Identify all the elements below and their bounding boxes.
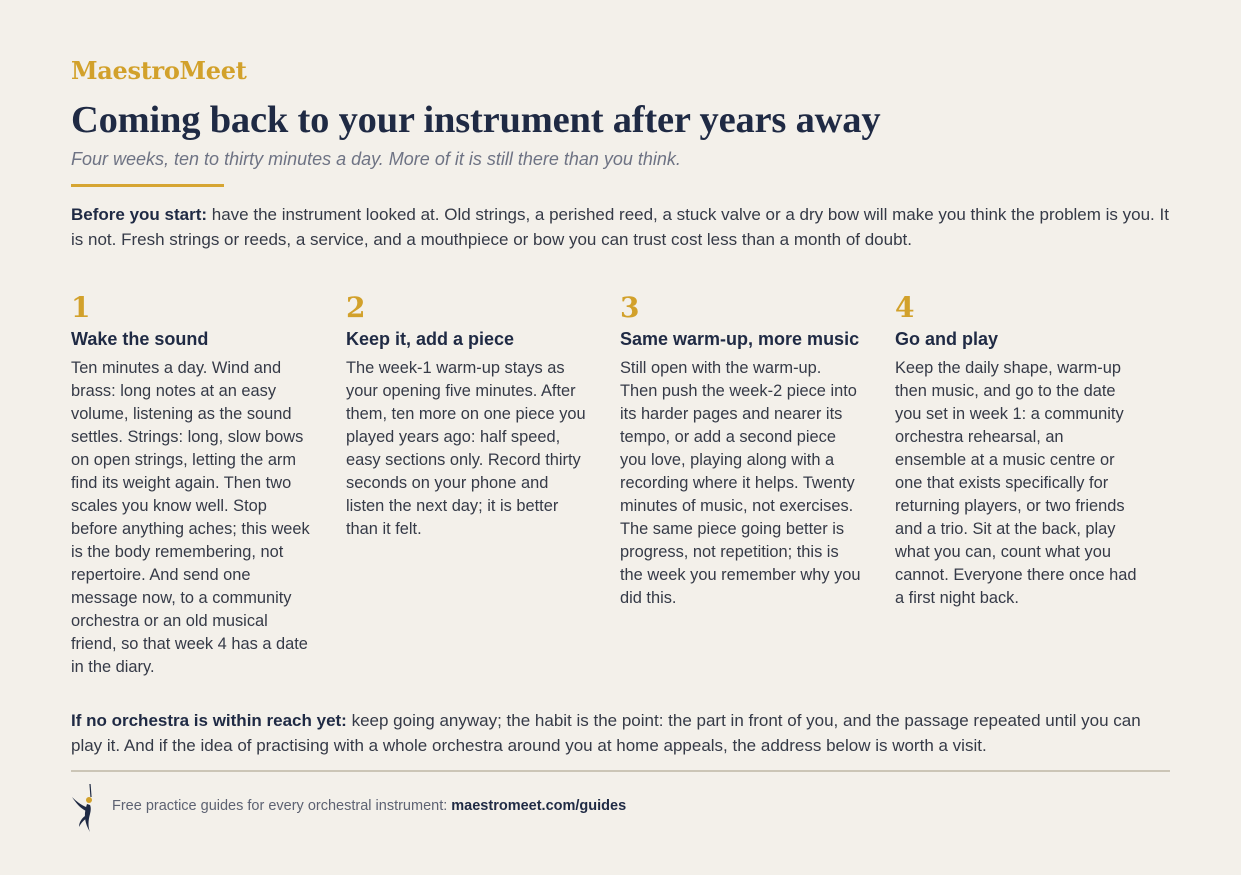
step-week-2 — [346, 290, 588, 541]
step-body: The week-1 warm-up stays as your opening five minutes. After them, ten more on one piece you played years ago: half speed, easy sections only. Record thirty seconds on your phone and listen the next day; it is better than it felt. — [346, 359, 586, 538]
intro-text: have the instrument looked at. Old strings, a perished reed, a stuck valve or a dry bow will make you think the problem is you. It is not. Fresh strings or reeds, a service, and a mouthpiece or bow you can trust cost less than a month of doubt. — [71, 205, 1169, 249]
intro-paragraph — [71, 202, 1170, 252]
guides-link[interactable]: maestromeet.com/guides — [451, 798, 627, 814]
step-number: 3 — [620, 291, 640, 324]
step-number: 1 — [71, 291, 91, 324]
step-week-1 — [71, 290, 313, 679]
guide-page — [71, 0, 1170, 875]
step-week-4 — [895, 290, 1137, 610]
accent-rule — [71, 184, 224, 187]
step-number: 2 — [346, 291, 366, 324]
step-week-3 — [620, 290, 862, 610]
step-body: Keep the daily shape, warm-up then music, and go to the date you set in week 1: a community orchestra rehearsal, an ensemble at a music centre or one that exists specifically for returning players, or two friends and a trio. Sit at the back, play what you can, count what you cannot. Everyone there once had a first night back. — [895, 359, 1137, 607]
step-number: 4 — [895, 291, 915, 324]
step-body: Still open with the warm-up. Then push the week-2 piece into its harder pages and nearer its tempo, or add a second piece you love, playing along with a recording where it helps. Twenty minutes of music, not exercises. The same piece going better is progress, not repetition; this is the week you remember why you did this. — [620, 359, 861, 607]
step-title: Same warm-up, more music — [620, 329, 860, 349]
step-title: Wake the sound — [71, 329, 209, 349]
note-lead: If no orchestra is within reach yet: — [71, 711, 347, 730]
page-title: Coming back to your instrument after years away — [71, 99, 881, 141]
step-title: Keep it, add a piece — [346, 329, 515, 349]
footer-divider — [71, 770, 1170, 772]
intro-lead: Before you start: — [71, 205, 208, 224]
brand-name: MaestroMeet — [71, 56, 247, 85]
step-body: Ten minutes a day. Wind and brass: long notes at an easy volume, listening as the sound settles. Strings: long, slow bows on open strings, letting the arm find its weight again. Then two scales you know well. Stop before anything aches; this week is the body remembering, not repertoire. And send one message now, to a community orchestra or an old musical friend, so that week 4 has a date in the diary. — [71, 359, 310, 676]
step-title: Go and play — [895, 329, 999, 349]
page-subtitle: Four weeks, ten to thirty minutes a day. More of it is still there than you think. — [71, 149, 681, 169]
footer-text — [112, 798, 626, 814]
footer-caption: Free practice guides for every orchestral instrument: — [112, 798, 452, 814]
conductor-figure-icon — [71, 783, 97, 833]
closing-note — [71, 708, 1170, 758]
note-text: keep going anyway; the habit is the point: the part in front of you, and the passage repeated until you can play it. And if the idea of practising with a whole orchestra around you at home appeals, the address below is worth a visit. — [71, 711, 1141, 755]
